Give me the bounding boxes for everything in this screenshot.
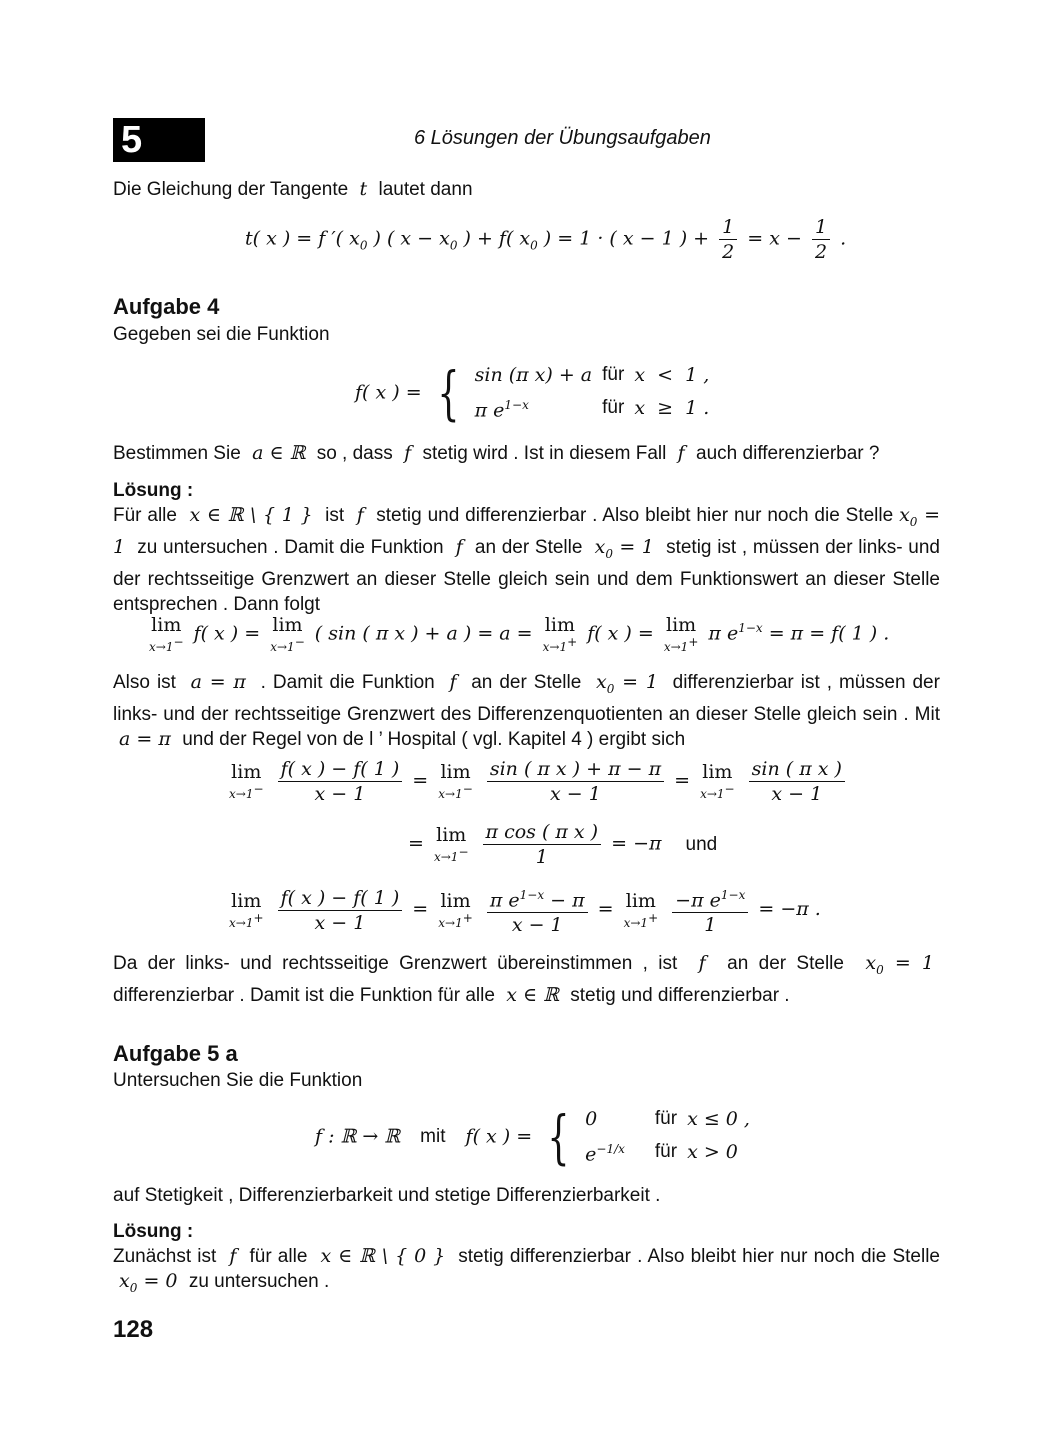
page-number: 128 bbox=[113, 1316, 154, 1343]
task4-solution-p1: Für alle x ∈ ℝ \ { 1 } ist f stetig und differenzierbar . Also bleibt hier nur noch die Stelle $x_0 = 1$ zu untersuchen . Damit die Funktion f an der Stelle $x_0 = 1$ stetig ist , müssen der links- und der rechtsseitige Grenzwert an dieser Stelle gleich sein und dem Funktionswert an dieser Stelle entsprechen . Dann folgt bbox=[113, 504, 941, 615]
p-text: Also ist bbox=[113, 672, 176, 693]
p-text: differenzierbar ist , müssen der links- und der rechtsseitige Grenzwert des Differenzenquotienten an dieser Stelle gleich sein . Mit bbox=[113, 672, 940, 725]
task5-solution-label: Lösung : bbox=[113, 1221, 194, 1242]
p-text: und der Regel von de l ’ Hospital ( vgl. Kapitel 4 ) ergibt sich bbox=[182, 728, 686, 750]
p-text: stetig und differenzierbar . Also bleibt hier nur noch die Stelle bbox=[376, 505, 894, 526]
question-text: auch differenzierbar ? bbox=[696, 443, 880, 464]
tangent-equation: t( x ) = f ′( $x_0$ ) ( $x - x_0$ ) + f( $x_0$ ) = 1 · ( x − 1 ) + $\frac{1}{2}$ = x − $\frac{1}{2}$ . bbox=[245, 216, 847, 263]
question-text: so , dass bbox=[316, 443, 393, 464]
p-text: Zunächst ist bbox=[113, 1246, 217, 1267]
right-difference-quotient: lim x→1+ $\frac{f( x ) - f( 1 )}{x - 1}$ = lim x→1+ $\frac{\pi e^{1-x} - \pi}{x - 1}$ = lim x→1+ $\frac{-\pi e^{1-x}}{1}$ = −π . bbox=[225, 883, 821, 937]
case-word: für bbox=[602, 364, 625, 385]
task5-solution-p1: Zunächst ist f für alle x ∈ ℝ \ { 0 } stetig differenzierbar . Also bleibt hier nur noch die Stelle $x_0 = 0$ zu untersuchen . bbox=[113, 1245, 940, 1295]
task4-given: Gegeben sei die Funktion bbox=[113, 324, 330, 345]
task4-heading: Aufgabe 4 bbox=[113, 294, 220, 319]
p-text: an der Stelle bbox=[727, 953, 844, 974]
p-text: an der Stelle bbox=[471, 672, 582, 693]
task5-given: Untersuchen Sie die Funktion bbox=[113, 1070, 363, 1091]
p-text: für alle bbox=[249, 1246, 308, 1267]
case-word: für bbox=[602, 396, 625, 418]
continuity-limit-equation: lim x→1− f( x ) = lim x→1− ( sin ( π x ) + a ) = a = lim x→1+ f( x ) = lim x→1+ π $e^{1-x} = \pi = f$( 1 ) . bbox=[149, 614, 890, 654]
p-text: stetig und differenzierbar . bbox=[570, 984, 790, 1006]
chapter-number: 5 bbox=[121, 119, 143, 161]
p-text: Da der links- und rechtsseitige Grenzwert übereinstimmen , ist bbox=[113, 953, 678, 974]
left-difference-quotient-line1: lim x→1− $\frac{f( x ) - f( 1 )}{x - 1}$ = lim x→1− $\frac{\text{sin ( π x ) + π − π}}{x - 1}$ = lim x→1− $\frac{\text{sin ( π x )}}{x - 1}$ bbox=[225, 757, 849, 806]
question-text: Bestimmen Sie bbox=[113, 443, 241, 464]
p-text: stetig differenzierbar . Also bleibt hier nur noch die Stelle bbox=[458, 1246, 940, 1267]
p-text: Für alle bbox=[113, 505, 177, 526]
running-title: 6 Lösungen der Übungsaufgaben bbox=[414, 127, 711, 149]
task4-solution-p3: Da der links- und rechtsseitige Grenzwert übereinstimmen , ist f an der Stelle $x_0 = 1$ differenzierbar . Damit ist die Funktion für alle x ∈ ℝ stetig und differenzierbar . bbox=[113, 952, 940, 1006]
task5-heading: Aufgabe 5 a bbox=[113, 1041, 238, 1066]
tangent-text-1: Die Gleichung der Tangente bbox=[113, 179, 349, 200]
task4-solution-label: Lösung : bbox=[113, 480, 194, 501]
task4-question: Bestimmen Sie a ∈ ℝ so , dass f stetig wird . Ist in diesem Fall f auch differenzierbar ? bbox=[113, 442, 880, 464]
p-text: differenzierbar . Damit ist die Funktion für alle bbox=[113, 984, 495, 1006]
tangent-intro: Die Gleichung der Tangente t lautet dann bbox=[113, 178, 473, 200]
case-word: für bbox=[654, 1140, 678, 1162]
task5-function-definition: f : ℝ → ℝ mit f( x ) = { 0 für x ≤ 0 , $e^{-1/x}$ für x > 0 bbox=[315, 1102, 750, 1171]
question-text: stetig wird . Ist in diesem Fall bbox=[422, 443, 667, 464]
p-text: stetig ist , müssen der links- und der rechtsseitige Grenzwert an dieser Stelle gleich sein und dem Funktionswert an dieser Stelle entsprechen . Dann folgt bbox=[113, 536, 940, 615]
p-text: ist bbox=[325, 505, 345, 526]
task4-solution-p2: Also ist a = π . Damit die Funktion f an der Stelle $x_0 = 1$ differenzierbar ist , müssen der links- und der rechtsseitige Grenzwert des Differenzenquotienten an dieser Stelle gleich sein . Mit a = π und der Regel von de l ’ Hospital ( vgl. Kapitel 4 ) ergibt sich bbox=[113, 671, 940, 750]
p-text: . Damit die Funktion bbox=[260, 672, 435, 693]
mit-word: mit bbox=[420, 1125, 446, 1147]
p-text: zu untersuchen . bbox=[188, 1271, 330, 1292]
and-word: und bbox=[685, 833, 718, 855]
p-text: zu untersuchen . Damit die Funktion bbox=[137, 536, 444, 558]
case-word: für bbox=[654, 1108, 678, 1129]
left-difference-quotient-line2: = lim x→1− $\frac{\text{π cos ( π x )}}{1}$ = −π und bbox=[408, 821, 718, 868]
p-text: an der Stelle bbox=[474, 536, 583, 558]
tangent-text-2: lautet dann bbox=[378, 179, 473, 200]
task4-function-definition: f( x ) = { sin (π x) + a für x < 1 , π $e^{1-x}$ für x ≥ 1 . bbox=[355, 358, 710, 427]
chapter-number-box bbox=[113, 118, 205, 162]
task5-examine: auf Stetigkeit , Differenzierbarkeit und stetige Differenzierbarkeit . bbox=[113, 1185, 661, 1206]
